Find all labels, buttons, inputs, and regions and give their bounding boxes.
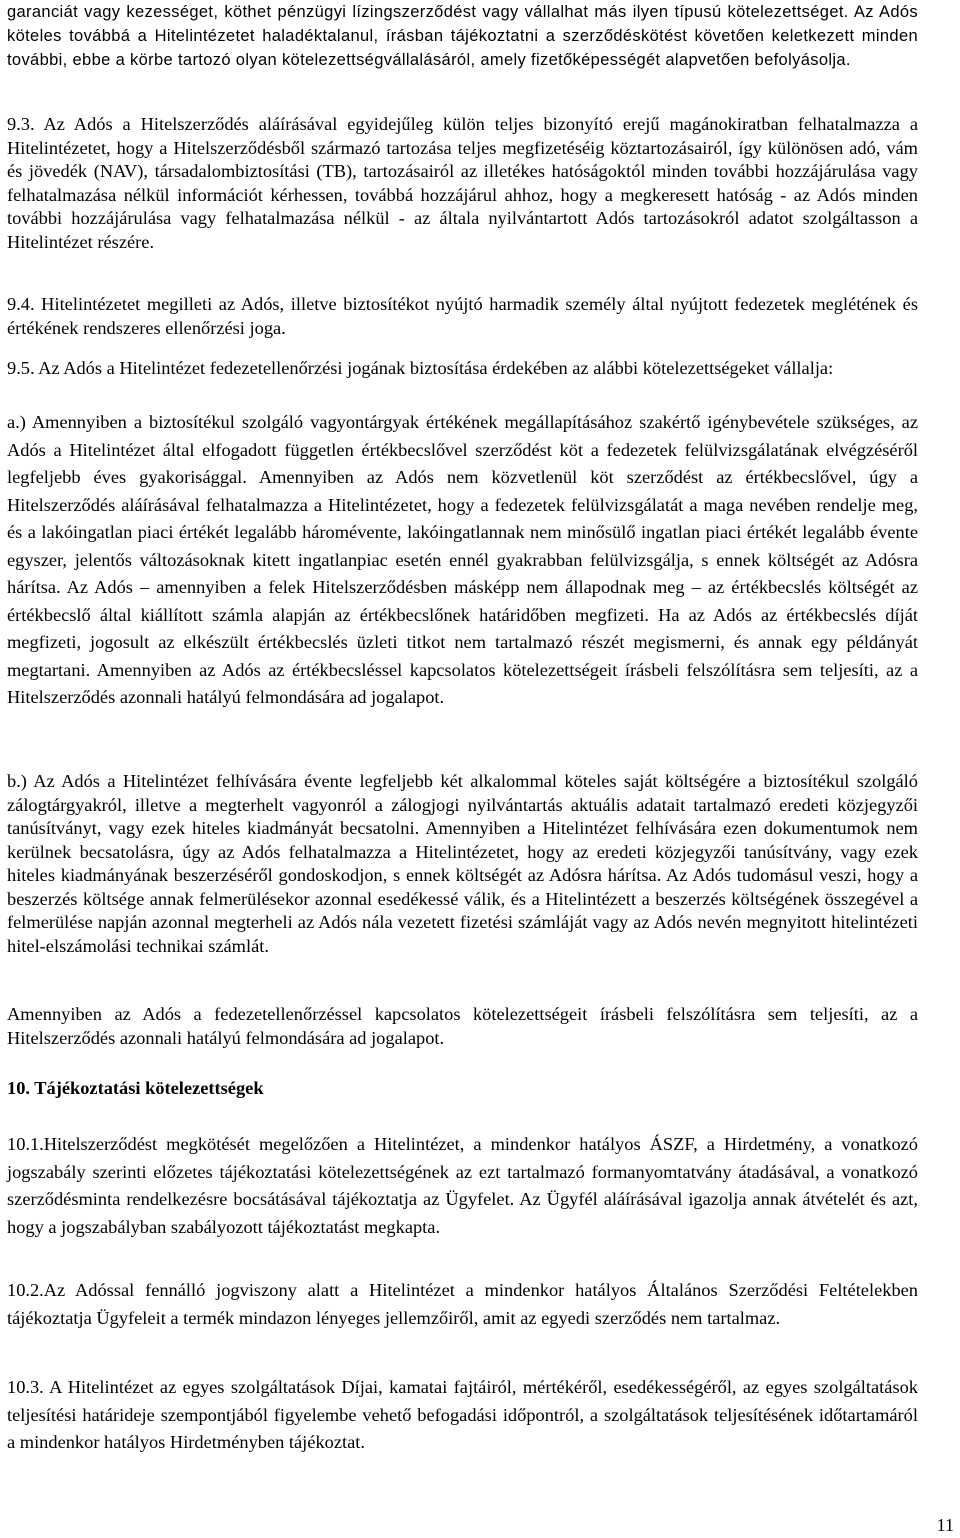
paragraph-collateral-check: Amennyiben az Adós a fedezetellenőrzéssel kapcsolatos kötelezettségeit írásbeli felszólításra sem teljesíti, az a Hitelszerződés azonnali hatályú felmondására ad jogalapot. — [7, 1004, 918, 1048]
paragraph-10-2: 10.2.Az Adóssal fennálló jogviszony alatt a Hitelintézet a mindenkor hatályos Általános Szerződési Feltételekben tájékoztatja Ügyfeleit a termék mindazon lényeges jellemzőiről, amit az egyedi szerződés nem tartalmaz. — [7, 1280, 918, 1328]
paragraph-10-1: 10.1.Hitelszerződést megkötését megelőzően a Hitelintézet, a mindenkor hatályos ÁSZF, a Hirdetmény, a vonatkozó jogszabály szerinti előzetes tájékoztatási kötelezettségének az ezt tartalmazó formanyomtatvány átadásával, a vonatkozó szerződésminta rendelkezésre bocsátásával tájékoztatja az Ügyfelet. Az Ügyfél aláírásával igazolja annak átvételét és azt, hogy a jogszabályban szabályozott tájékoztatást megkapta. — [7, 1134, 918, 1237]
paragraph-debt-obligations: garanciát vagy kezességet, köthet pénzügyi lízingszerződést vagy vállalhat más ilyen típusú kötelezettséget. Az Adós köteles továbbá a Hitelintézetet haladéktalanul, írásban tájékoztatni a szerződéskötést követően keletkezett minden további, ebbe a körbe tartozó olyan kötelezettségvállalásáról, amely fizetőképességét alapvetően befolyásolja. — [7, 3, 918, 69]
paragraph-9-5-a: a.) Amennyiben a biztosítékul szolgáló vagyontárgyak értékének megállapításához szakértő igénybevétele szükséges, az Adós a Hitelintézet által elfogadott független értékbecslővel szerződést köt a fedezetek felülvizsgálatának elvégzéséről legfeljebb éves gyakorisággal. Amennyiben az Adós nem közvetlenül köt szerződést az értékbecslővel, úgy a Hitelszerződés aláírásával felhatalmazza a Hitelintézetet, hogy a fedezetek felülvizsgálatát a maga nevében rendelje meg, és a lakóingatlan piaci értékét legalább háromévente, lakóingatlannak nem minősülő ingatlan piaci értékét legalább évente egyszer, jelentős változásoknak kitett ingatlanpiac esetén ennél gyakrabban felülvizsgálja, s ennek költségét az Adósra hárítsa. Az Adós – amennyiben a felek Hitelszerződésben másképp nem állapodnak meg – az értékbecslés költségét az értékbecslő által kiállított számla alapján az értékbecslőnek határidőben megfizeti. Ha az Adós az értékbecslés díját megfizeti, jogosult az elkészült értékbecslés üzleti titkot nem tartalmazó részét megismerni, és annak egy példányát megtartani. Amennyiben az Adós az értékbecsléssel kapcsolatos kötelezettségeit írásbeli felszólításra sem teljesíti, az a Hitelszerződés azonnali hatályú felmondására ad jogalapot. — [7, 412, 918, 707]
paragraph-9-5-b: b.) Az Adós a Hitelintézet felhívására évente legfeljebb két alkalommal köteles saját költségére a biztosítékul szolgáló zálogtárgyakról, illetve a megterhelt vagyonról a zálogjogi nyilvántartás aktuális adatait tartalmazó eredeti közjegyzői tanúsítványt, vagy ezek hiteles kiadmányát becsatolni. Amennyiben a Hitelintézet felhívására ezen dokumentumok nem kerülnek becsatolásra, úgy az Adós felhatalmazza a Hitelintézetet, hogy az eredeti közjegyzői tanúsítvány, vagy ezek hiteles kiadmányának beszerzéséről gondoskodjon, s ennek költségét az Adósra hárítsa. Az Adós tudomásul veszi, hogy a beszerzés költsége annak felmerülésekor azonnal esedékessé válik, és a Hitelintézett a beszerzés költségének összegével a felmerülése napján azonnal megterheli az Adós nála vezetett fizetési számláját vagy az Adós nevén megnyitott hitelintézeti hitel-elszámolási technikai számlát. — [7, 771, 918, 956]
section-heading-10: 10. Tájékoztatási kötelezettségek — [7, 1078, 264, 1098]
paragraph-9-3: 9.3. Az Adós a Hitelszerződés aláírásával egyidejűleg külön teljes bizonyító erejű magánokiratban felhatalmazza a Hitelintézetet, hogy a Hitelszerződésből származó tartozása teljes megfizetéséig köztartozásairól, így különösen adó, vám és jövedék (NAV), társadalombiztosítási (TB), tartozásairól az illetékes hatóságoktól minden további hozzájárulása vagy felhatalmazása nélkül információt kérhessen, továbbá hozzájárul ahhoz, hogy a megkeresett hatóság - az Adós minden további hozzájárulása vagy felhatalmazása nélkül - az általa nyilvántartott Adós tartozásokról adatot szolgáltasson a Hitelintézet részére. — [7, 114, 918, 252]
paragraph-9-4: 9.4. Hitelintézetet megilleti az Adós, illetve biztosítékot nyújtó harmadik személy által nyújtott fedezetek meglétének és értékének rendszeres ellenőrzési joga. — [7, 294, 918, 338]
paragraph-9-5: 9.5. Az Adós a Hitelintézet fedezetellenőrzési jogának biztosítása érdekében az alábbi kötelezettségeket vállalja: — [7, 358, 834, 378]
page-number: 11 — [936, 1515, 954, 1535]
paragraph-10-3: 10.3. A Hitelintézet az egyes szolgáltatások Díjai, kamatai fajtáiról, mértékéről, esedékességéről, az egyes szolgáltatások teljesítési határideje szempontjából figyelembe vehető befogadási időpontról, a szolgáltatások teljesítésének időtartamáról a mindenkor hatályos Hirdetményben tájékoztat. — [7, 1377, 918, 1452]
